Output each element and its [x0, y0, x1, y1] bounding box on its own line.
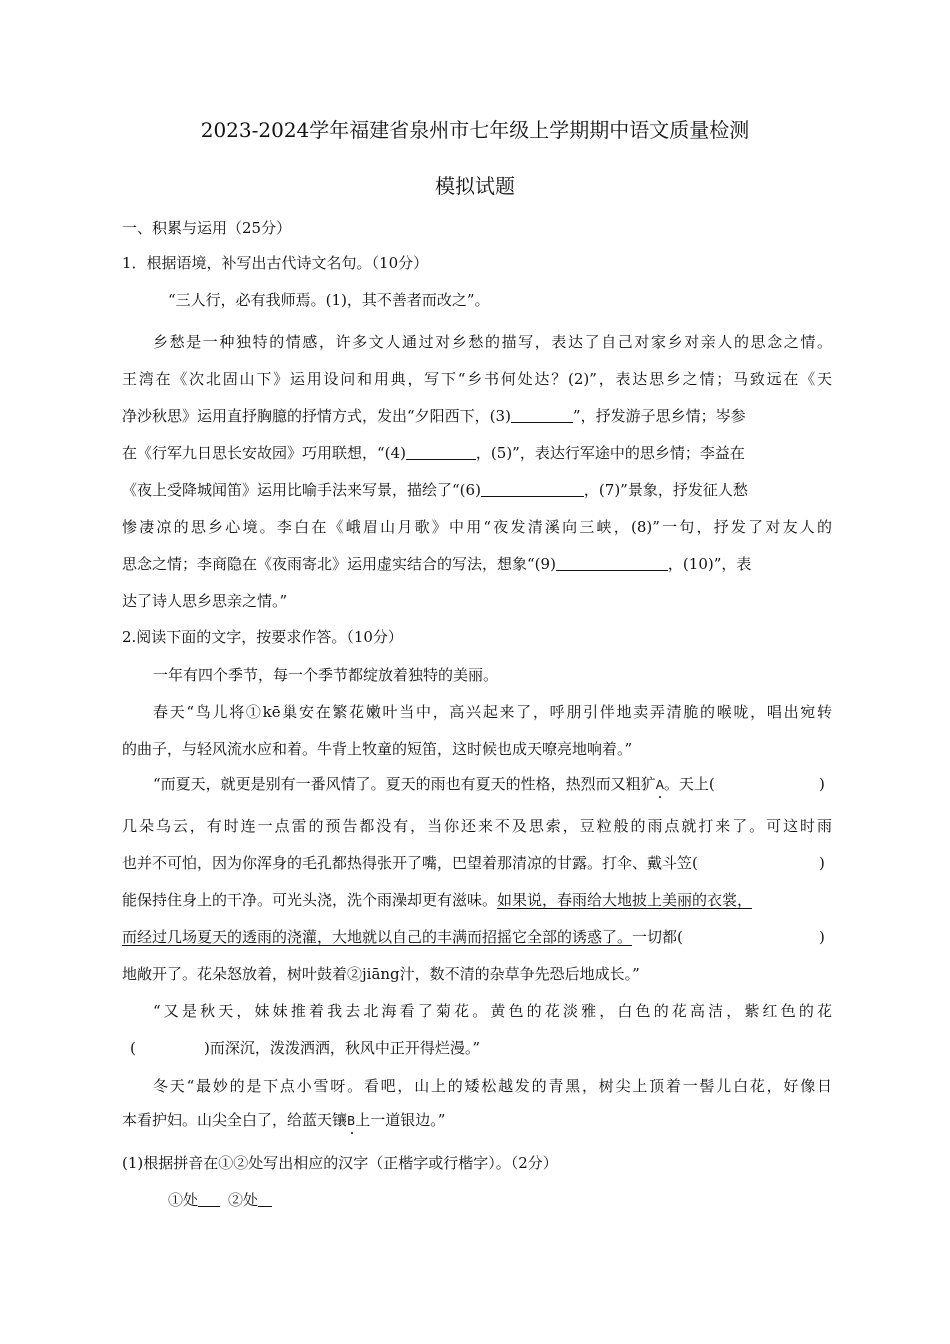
exam-page: 2023-2024学年福建省泉州市七年级上学期期中语文质量检测 模拟试题 一、积累与运用（25分） 1．根据语境，补写出古代诗文名句。（10分） “三人行，必有我师焉。(1)，其不善者而改之”。 乡愁是一种独特的情感，许多文人通过对乡愁的描写，表达了自己对家乡对亲人的思念之情。 王湾在《次北固山下》运用设问和用典，写下“乡书何处达？(2)”，表达思乡之情；马致远在《天 净沙秋思》运用直抒胸臆的抒情方式，发出“夕阳西下，(3) ”，抒发游子思乡情；岑参 在《行军九日思长安故园》巧用联想，“(4) ，(5)”，表达行军途中的思乡情；李益在 《夜上受降城闻笛》运用比喻手法来写景，描绘了“(6) ，(7)”景象，抒发征人愁 惨凄凉的思乡心境。李白在《峨眉山月歌》中用“夜发清溪向三峡，(8)”一句，抒发了对友人的 思念之情；李商隐在《夜雨寄北》运用虚实结合的写法，想象“(9) ，(10)”，表 达了诗人思乡思亲之情。” 2.阅读下面的文字，按要求作答。（10分） 一年有四个季节，每一个季节都绽放着独特的美丽。 春天“鸟儿将①kē巢安在繁花嫩叶当中，高兴起来了，呼朋引伴地卖弄清脆的喉咙，唱出宛转 的曲子，与轻风流水应和着。牛背上牧童的短笛，这时候也成天嘹亮地响着。” “而夏天，就更是别有一番风情了。夏天的雨也有夏天的性格，热烈而又粗犷A。天上( ) 几朵乌云，有时连一点雷的预告都没有，当你还来不及思索，豆粒般的雨点就打来了。可这时雨 也并不可怕，因为你浑身的毛孔都热得张开了嘴，巴望着那清凉的甘露。打伞、戴斗笠( ) 能保持住身上的干净。可光头浇，洗个雨澡却更有滋味。如果说，春雨给大地披上美丽的衣裳， 而经过几场夏天的透雨的浇灌，大地就以自己的丰满而招摇它全部的诱惑了。一切都( ) 地敞开了。花朵怒放着，树叶鼓着②jiāng汁，数不清的杂草争先恐后地成长。” “又是秋天，妹妹推着我去北海看了菊花。黄色的花淡雅，白色的花高洁，紫红色的花 ( )而深沉，泼泼洒洒，秋风中正开得烂漫。” 冬天“最妙的是下点小雪呀。看吧，山上的矮松越发的青黑，树尖上顶着一髻儿白花，好像日 本看护妇。山尖全白了，给蓝天镶B上一道银边。” (1)根据拼音在①②处写出相应的汉字（正楷字或行楷字）。（2分） ①处 ②处: [0, 0, 950, 1344]
q1-paragraph-line: 净沙秋思》运用直抒胸臆的抒情方式，发出“夕阳西下，(3) ”，抒发游子思乡情；岑参: [122, 407, 746, 425]
answer-blank-b[interactable]: [258, 1192, 272, 1207]
section-heading: 一、积累与运用（25分）: [122, 219, 292, 237]
q1-paragraph-line: 思念之情；李商隐在《夜雨寄北》运用虚实结合的写法，想象“(9) ，(10)”，表: [122, 555, 752, 573]
answer-blank-3[interactable]: [511, 408, 573, 423]
q2-paragraph-line: 春天“鸟儿将①kē巢安在繁花嫩叶当中，高兴起来了，呼朋引伴地卖弄清脆的喉咙，唱出宛转: [153, 703, 832, 721]
q2-paragraph-line: 地敞开了。花朵怒放着，树叶鼓着②jiāng汁，数不清的杂草争先恐后地成长。”: [122, 965, 640, 983]
q1-paragraph-line: 乡愁是一种独特的情感，许多文人通过对乡愁的描写，表达了自己对家乡对亲人的思念之情。: [153, 333, 832, 351]
q2-paragraph-line: “而夏天，就更是别有一番风情了。夏天的雨也有夏天的性格，热烈而又粗犷A。天上( ): [153, 775, 825, 793]
answer-blank-4[interactable]: [406, 445, 476, 460]
marker-b: B: [347, 1114, 356, 1128]
answer-blank-9[interactable]: [556, 556, 668, 571]
q2-paragraph-line: 也并不可怕，因为你浑身的毛孔都热得张开了嘴，巴望着那清凉的甘露。打伞、戴斗笠( ): [122, 854, 825, 872]
q2-paragraph-line: 一年有四个季节，每一个季节都绽放着独特的美丽。: [153, 666, 499, 684]
underlined-sentence: 如果说，春雨给大地披上美丽的衣裳，: [497, 891, 753, 909]
question-1-quote: “三人行，必有我师焉。(1)，其不善者而改之”。: [168, 291, 490, 309]
q1-paragraph-line: 《夜上受降城闻笛》运用比喻手法来写景，描绘了“(6) ，(7)”景象，抒发征人愁: [122, 481, 748, 499]
q2-paragraph-line: 冬天“最妙的是下点小雪呀。看吧，山上的矮松越发的青黑，树尖上顶着一髻儿白花，好像日: [153, 1077, 832, 1095]
marker-a: A: [655, 778, 664, 792]
page-subtitle: 模拟试题: [435, 174, 515, 198]
q2-paragraph-line: 本看护妇。山尖全白了，给蓝天镶B上一道银边。”: [122, 1111, 446, 1129]
q2-paragraph-line: “又是秋天，妹妹推着我去北海看了菊花。黄色的花淡雅，白色的花高洁，紫红色的花: [153, 1002, 832, 1020]
q2-paragraph-line: 的曲子，与轻风流水应和着。牛背上牧童的短笛，这时候也成天嘹亮地响着。”: [122, 740, 633, 758]
sub-question-1: (1)根据拼音在①②处写出相应的汉字（正楷字或行楷字）。（2分）: [122, 1154, 558, 1172]
underlined-sentence: 而经过几场夏天的透雨的浇灌，大地就以自己的丰满而招摇它全部的诱惑了。: [122, 928, 633, 946]
answer-line: ①处 ②处: [168, 1190, 878, 1210]
q1-paragraph-line: 在《行军九日思长安故园》巧用联想，“(4) ，(5)”，表达行军途中的思乡情；李益在: [122, 444, 745, 462]
q1-paragraph-line: 王湾在《次北固山下》运用设问和用典，写下“乡书何处达？(2)”，表达思乡之情；马致远在《天: [122, 370, 832, 388]
q2-paragraph-line: 能保持住身上的干净。可光头浇，洗个雨澡却更有滋味。如果说，春雨给大地披上美丽的衣裳，: [122, 891, 753, 909]
answer-blank-6[interactable]: [481, 482, 584, 497]
q1-paragraph-line: 惨凄凉的思乡心境。李白在《峨眉山月歌》中用“夜发清溪向三峡，(8)”一句，抒发了对友人的: [122, 518, 832, 536]
question-2-stem: 2.阅读下面的文字，按要求作答。（10分）: [122, 628, 403, 646]
answer-blank-a[interactable]: [198, 1192, 220, 1207]
q2-paragraph-line: 几朵乌云，有时连一点雷的预告都没有，当你还来不及思索，豆粒般的雨点就打来了。可这时雨: [122, 817, 832, 835]
q1-paragraph-line: 达了诗人思乡思亲之情。”: [122, 592, 288, 610]
page-title: 2023-2024学年福建省泉州市七年级上学期期中语文质量检测: [200, 118, 750, 142]
q2-paragraph-line: 而经过几场夏天的透雨的浇灌，大地就以自己的丰满而招摇它全部的诱惑了。一切都( ): [122, 928, 825, 946]
question-1-stem: 1．根据语境，补写出古代诗文名句。（10分）: [122, 254, 429, 272]
